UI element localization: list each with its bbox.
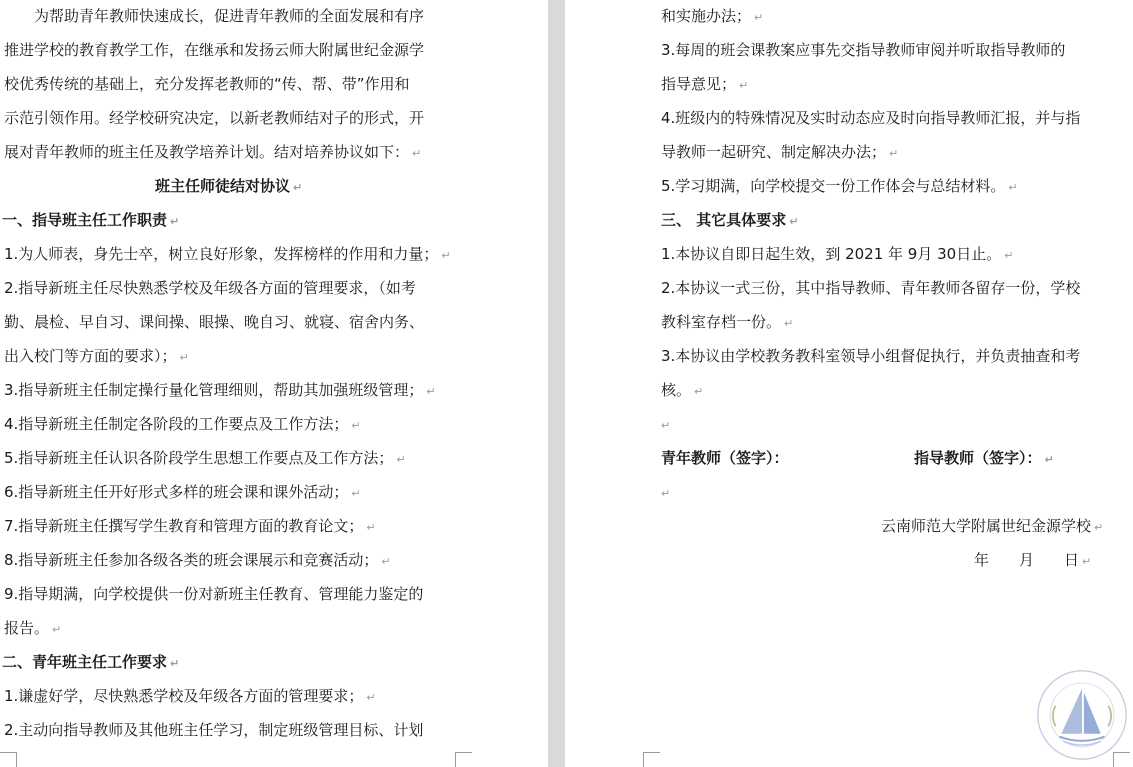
paragraph-mark-icon: ↵ [170,215,180,228]
school-emblem-icon [1035,668,1129,762]
paragraph-mark-icon: ↵ [381,555,391,568]
paragraph-mark-icon: ↵ [412,147,422,160]
crop-mark [0,752,17,767]
crop-mark [643,752,660,767]
section-heading: 三、 其它具体要求 ↵ [661,211,799,229]
intro-line: 校优秀传统的基础上，充分发挥老教师的“传、帮、带”作用和 [4,75,410,93]
paragraph-mark-icon: ↵ [52,623,62,636]
list-item: 3.每周的班会课教案应事先交指导教师审阅并听取指导教师的 [661,41,1066,59]
list-item: 3.指导新班主任制定操行量化管理细则，帮助其加强班级管理； ↵ [4,381,436,399]
paragraph-mark-icon: ↵ [754,11,764,24]
intro-line: 为帮助青年教师快速成长，促进青年教师的全面发展和有序 [34,7,425,25]
list-item: 教科室存档一份。 ↵ [661,313,794,331]
paragraph-mark-icon: ↵ [1008,181,1018,194]
section-heading: 一、指导班主任工作职责 ↵ [2,211,180,229]
paragraph-mark-icon: ↵ [351,419,361,432]
intro-line: 推进学校的教育教学工作，在继承和发扬云师大附属世纪金源学 [4,41,425,59]
list-item: 和实施办法； ↵ [661,7,764,25]
list-item: 5.学习期满，向学校提交一份工作体会与总结材料。 ↵ [661,177,1018,195]
list-item: 5.指导新班主任认识各阶段学生思想工作要点及工作方法； ↵ [4,449,406,467]
paragraph-mark-icon: ↵ [366,691,376,704]
document-page-left [0,0,548,767]
agreement-title: 班主任师徒结对协议 ↵ [155,177,303,195]
paragraph-mark-icon: ↵ [784,317,794,330]
empty-paragraph [661,482,670,504]
paragraph-mark-icon: ↵ [661,419,671,432]
intro-line: 展对青年教师的班主任及教学培养计划。结对培养协议如下： ↵ [4,143,422,161]
paragraph-mark-icon: ↵ [889,147,899,160]
list-item: 勤、晨检、早自习、课间操、眼操、晚自习、就寝、宿舍内务、 [4,313,425,331]
list-item: 6.指导新班主任开好形式多样的班会课和课外活动； ↵ [4,483,361,501]
document-page-right [565,0,1133,767]
paragraph-mark-icon: ↵ [293,181,303,194]
paragraph-mark-icon: ↵ [661,487,671,500]
paragraph-mark-icon: ↵ [739,79,749,92]
paragraph-mark-icon: ↵ [789,215,799,228]
list-item: 8.指导新班主任参加各级各类的班会课展示和竞赛活动； ↵ [4,551,391,569]
paragraph-mark-icon: ↵ [1094,521,1104,534]
list-item: 指导意见； ↵ [661,75,749,93]
empty-paragraph [661,414,670,436]
list-item: 1.本协议自即日起生效，到 2021 年 9月 30日止。 ↵ [661,245,1014,263]
intro-line: 示范引领作用。经学校研究决定，以新老教师结对子的形式，开 [4,109,425,127]
paragraph-mark-icon: ↵ [396,453,406,466]
paragraph-mark-icon: ↵ [694,385,704,398]
list-item: 2.主动向指导教师及其他班主任学习，制定班级管理目标、计划 [4,721,424,739]
paragraph-mark-icon: ↵ [1004,249,1014,262]
section-heading: 二、青年班主任工作要求 ↵ [2,653,180,671]
list-item: 2.指导新班主任尽快熟悉学校及年级各方面的管理要求，（如考 [4,279,416,297]
list-item: 1.为人师表，身先士卒，树立良好形象，发挥榜样的作用和力量； ↵ [4,245,451,263]
date-line: 年 月 日 ↵ [974,551,1092,569]
paragraph-mark-icon: ↵ [441,249,451,262]
list-item: 9.指导期满，向学校提供一份对新班主任教育、管理能力鉴定的 [4,585,424,603]
list-item: 7.指导新班主任撰写学生教育和管理方面的教育论文； ↵ [4,517,376,535]
crop-mark [455,752,472,767]
list-item: 导教师一起研究、制定解决办法； ↵ [661,143,899,161]
paragraph-mark-icon: ↵ [426,385,436,398]
list-item: 3.本协议由学校教务教科室领导小组督促执行，并负责抽查和考 [661,347,1081,365]
list-item: 报告。 ↵ [4,619,62,637]
paragraph-mark-icon: ↵ [1044,453,1054,466]
paragraph-mark-icon: ↵ [351,487,361,500]
signature-young-teacher: 青年教师（签字）： [661,449,789,467]
school-name: 云南师范大学附属世纪金源学校 ↵ [881,517,1104,535]
list-item: 4.班级内的特殊情况及实时动态应及时向指导教师汇报，并与指 [661,109,1081,127]
paragraph-mark-icon: ↵ [179,351,189,364]
paragraph-mark-icon: ↵ [170,657,180,670]
list-item: 出入校门等方面的要求）； ↵ [4,347,189,365]
list-item: 2.本协议一式三份，其中指导教师、青年教师各留存一份，学校 [661,279,1081,297]
list-item: 核。 ↵ [661,381,704,399]
paragraph-mark-icon: ↵ [366,521,376,534]
signature-mentor-teacher: 指导教师（签字）： ↵ [914,449,1054,467]
list-item: 1.谦虚好学，尽快熟悉学校及年级各方面的管理要求； ↵ [4,687,376,705]
list-item: 4.指导新班主任制定各阶段的工作要点及工作方法； ↵ [4,415,361,433]
paragraph-mark-icon: ↵ [1082,555,1092,568]
